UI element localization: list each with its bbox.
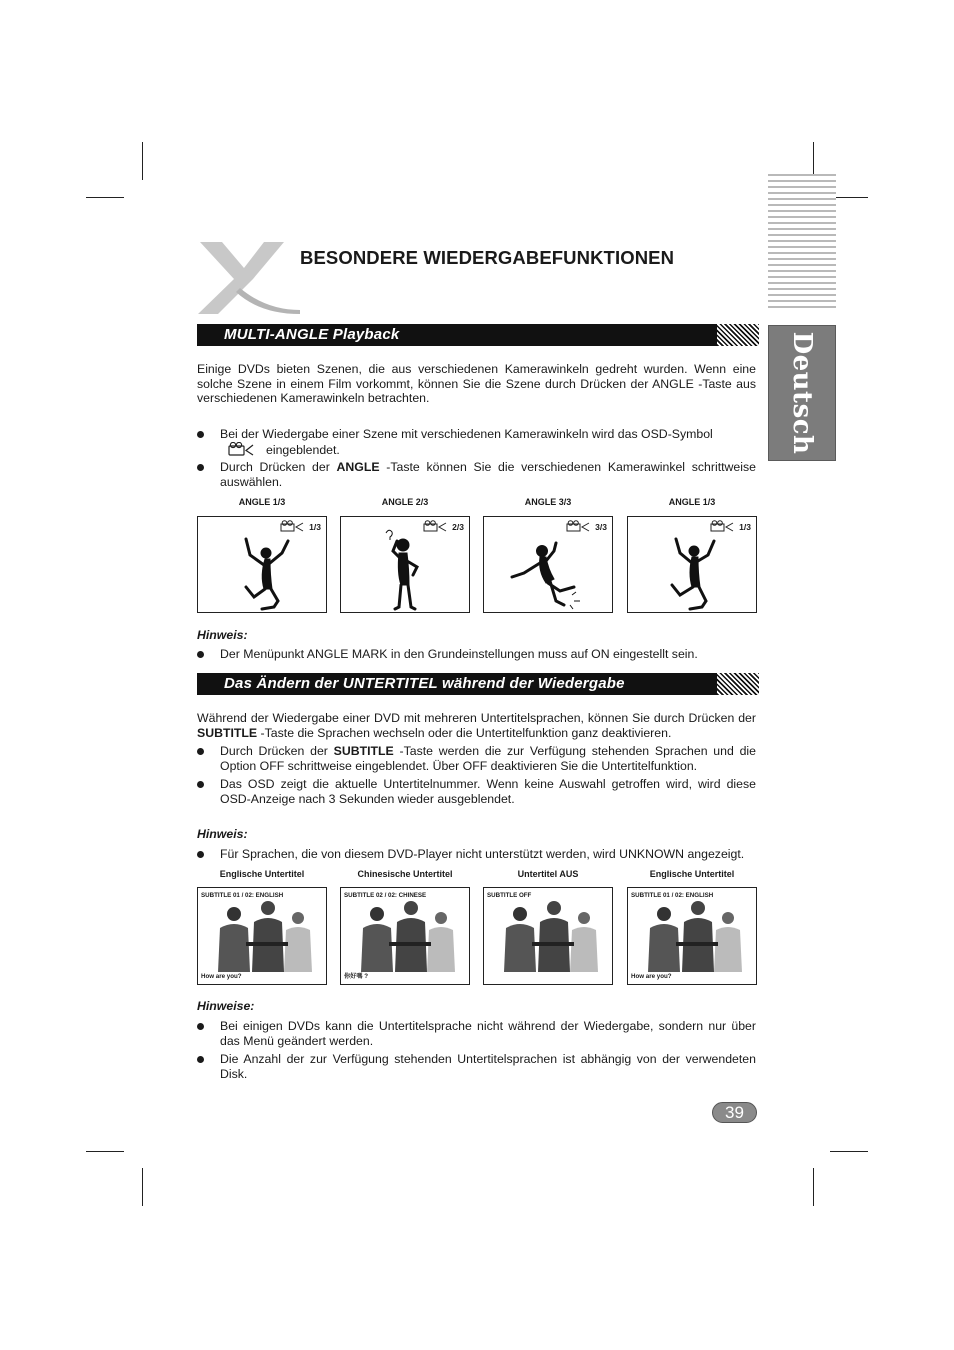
subtitle-text: 你好嗎 ? (344, 973, 369, 980)
key-name: ANGLE (336, 460, 380, 474)
subtitle-text: How are you? (631, 973, 672, 980)
subtitle-frame-caption: Englische Untertitel (649, 869, 735, 879)
angle-frame-caption: ANGLE 3/3 (524, 497, 572, 507)
bullet-dot (197, 431, 204, 438)
language-tab-label: Deutsch (787, 331, 817, 455)
subtitle-bullet-1: Durch Drücken der SUBTITLE -Taste werden die zur Verfügung stehenden Sprachen und die Option OFF schrittweise eingeblendet. Über OFF deaktivieren Sie die Untertitelfunktion. (197, 744, 756, 773)
subtitle-frame (340, 887, 470, 985)
bullet-text: Für Sprachen, die von diesem DVD-Player nicht unterstützt werden, wird UNKNOWN angezeigt. (220, 847, 745, 861)
camera-angle-icon (228, 442, 254, 456)
hint-label: Hinweis: (197, 628, 248, 642)
subtitle-frame (627, 887, 757, 985)
angle-osd-label: 3/3 (595, 522, 607, 532)
bullet-text: -Taste können Sie die verschiedenen Kamerawinkel schrittweise auswählen. (220, 460, 756, 489)
people-handshake-illustration (198, 888, 326, 984)
subtitle-intro-paragraph: Während der Wiedergabe einer DVD mit mehreren Untertitelsprachen, können Sie durch Drücken der SUBTITLE -Taste die Sprachen wechseln oder die Untertitelfunktion ganz deaktivieren. (197, 711, 756, 740)
angle-frame-caption: ANGLE 1/3 (238, 497, 286, 507)
language-tab (768, 325, 836, 461)
dancing-figure-illustration (628, 517, 756, 612)
bullet-text: Durch Drücken der (220, 460, 337, 474)
section-heading-angle (197, 324, 759, 346)
bullet-text: eingeblendet. (266, 442, 340, 457)
x-logo-icon (196, 238, 302, 314)
kicking-figure-illustration (484, 517, 612, 612)
bullet-text: Das OSD zeigt die aktuelle Untertitelnummer. Wenn keine Auswahl getroffen wird, wird diese OSD-Anzeige nach 3 Sekunden wieder ausgeblendet. (220, 777, 756, 806)
angle-osd-label: 1/3 (309, 522, 321, 532)
bullet-text: Die Anzahl der zur Verfügung stehenden Untertitelsprachen ist abhängig von der verwendeten Disk. (220, 1052, 756, 1081)
bullet-dot (197, 1023, 204, 1030)
subtitle-text: How are you? (201, 973, 242, 980)
angle-frame-caption: ANGLE 1/3 (668, 497, 716, 507)
angle-frame (483, 516, 613, 613)
hints-bullet-2 (197, 1052, 756, 1081)
angle-osd-label: 2/3 (452, 522, 464, 532)
people-handshake-illustration (484, 888, 612, 984)
bullet-text: Der Menüpunkt ANGLE MARK in den Grundeinstellungen muss auf ON eingestellt sein. (220, 647, 698, 661)
dancing-figure-illustration (198, 517, 326, 612)
hints-label: Hinweise: (197, 999, 255, 1013)
bullet-text: Bei der Wiedergabe einer Szene mit verschiedenen Kamerawinkeln wird das OSD-Symbol (220, 427, 713, 441)
bullet-text: Bei einigen DVDs kann die Untertitelsprache nicht während der Wiedergabe, sondern nur über das Menü geändert werden. (220, 1019, 756, 1048)
subtitle-osd-label: SUBTITLE OFF (487, 892, 532, 899)
subtitle-frame-caption: Chinesische Untertitel (357, 869, 453, 879)
page-number: 39 (712, 1102, 757, 1123)
people-handshake-illustration (628, 888, 756, 984)
bullet-dot (197, 651, 204, 658)
bullet-dot (197, 781, 204, 788)
crop-mark (86, 197, 124, 198)
angle-hint-bullet (197, 647, 756, 662)
hints-bullet-1 (197, 1019, 756, 1048)
crop-mark (142, 142, 143, 180)
angle-frame (340, 516, 470, 613)
crop-mark (86, 1151, 124, 1152)
angle-osd-label: 1/3 (739, 522, 751, 532)
subtitle-bullet-2 (197, 777, 756, 806)
angle-bullet-2 (197, 460, 756, 489)
decorative-stripes (768, 174, 836, 312)
subtitle-osd-label: SUBTITLE 01 / 02: ENGLISH (631, 892, 714, 899)
key-name: SUBTITLE (333, 744, 394, 758)
subtitle-frame (197, 887, 327, 985)
crop-mark (813, 1168, 814, 1206)
bullet-dot (197, 748, 204, 755)
subtitle-frame-caption: Englische Untertitel (219, 869, 305, 879)
section-heading-text: MULTI-ANGLE Playback (224, 326, 400, 343)
bullet-dot (197, 1056, 204, 1063)
section-heading-subtitle (197, 673, 759, 695)
bullet-dot (197, 851, 204, 858)
crop-mark (830, 1151, 868, 1152)
hint-label: Hinweis: (197, 827, 248, 841)
key-name: SUBTITLE (197, 725, 258, 740)
subtitle-osd-label: SUBTITLE 02 / 02: CHINESE (344, 892, 427, 899)
angle-frame-caption: ANGLE 2/3 (381, 497, 429, 507)
angle-frame (197, 516, 327, 613)
crop-mark (142, 1168, 143, 1206)
people-handshake-illustration (341, 888, 469, 984)
subtitle-osd-label: SUBTITLE 01 / 02: ENGLISH (201, 892, 284, 899)
subtitle-frame-caption: Untertitel AUS (517, 869, 579, 879)
angle-intro-paragraph: Einige DVDs bieten Szenen, die aus verschiedenen Kamerawinkeln gedreht wurden. Wenn eine solche Szene in einem Film vorkommt, können Sie die Szene durch Drücken der ANGLE -Taste aus verschiedenen Kamerawinkeln betrachten. (197, 362, 756, 405)
thinking-figure-illustration (341, 517, 469, 612)
angle-bullet-1 (197, 427, 756, 457)
subtitle-frame (483, 887, 613, 985)
subtitle-hint-bullet (197, 847, 756, 862)
page-title: BESONDERE WIEDERGABEFUNKTIONEN (300, 247, 675, 268)
bullet-dot (197, 464, 204, 471)
section-heading-text: Das Ändern der UNTERTITEL während der Wiedergabe (224, 675, 625, 692)
angle-frame (627, 516, 757, 613)
